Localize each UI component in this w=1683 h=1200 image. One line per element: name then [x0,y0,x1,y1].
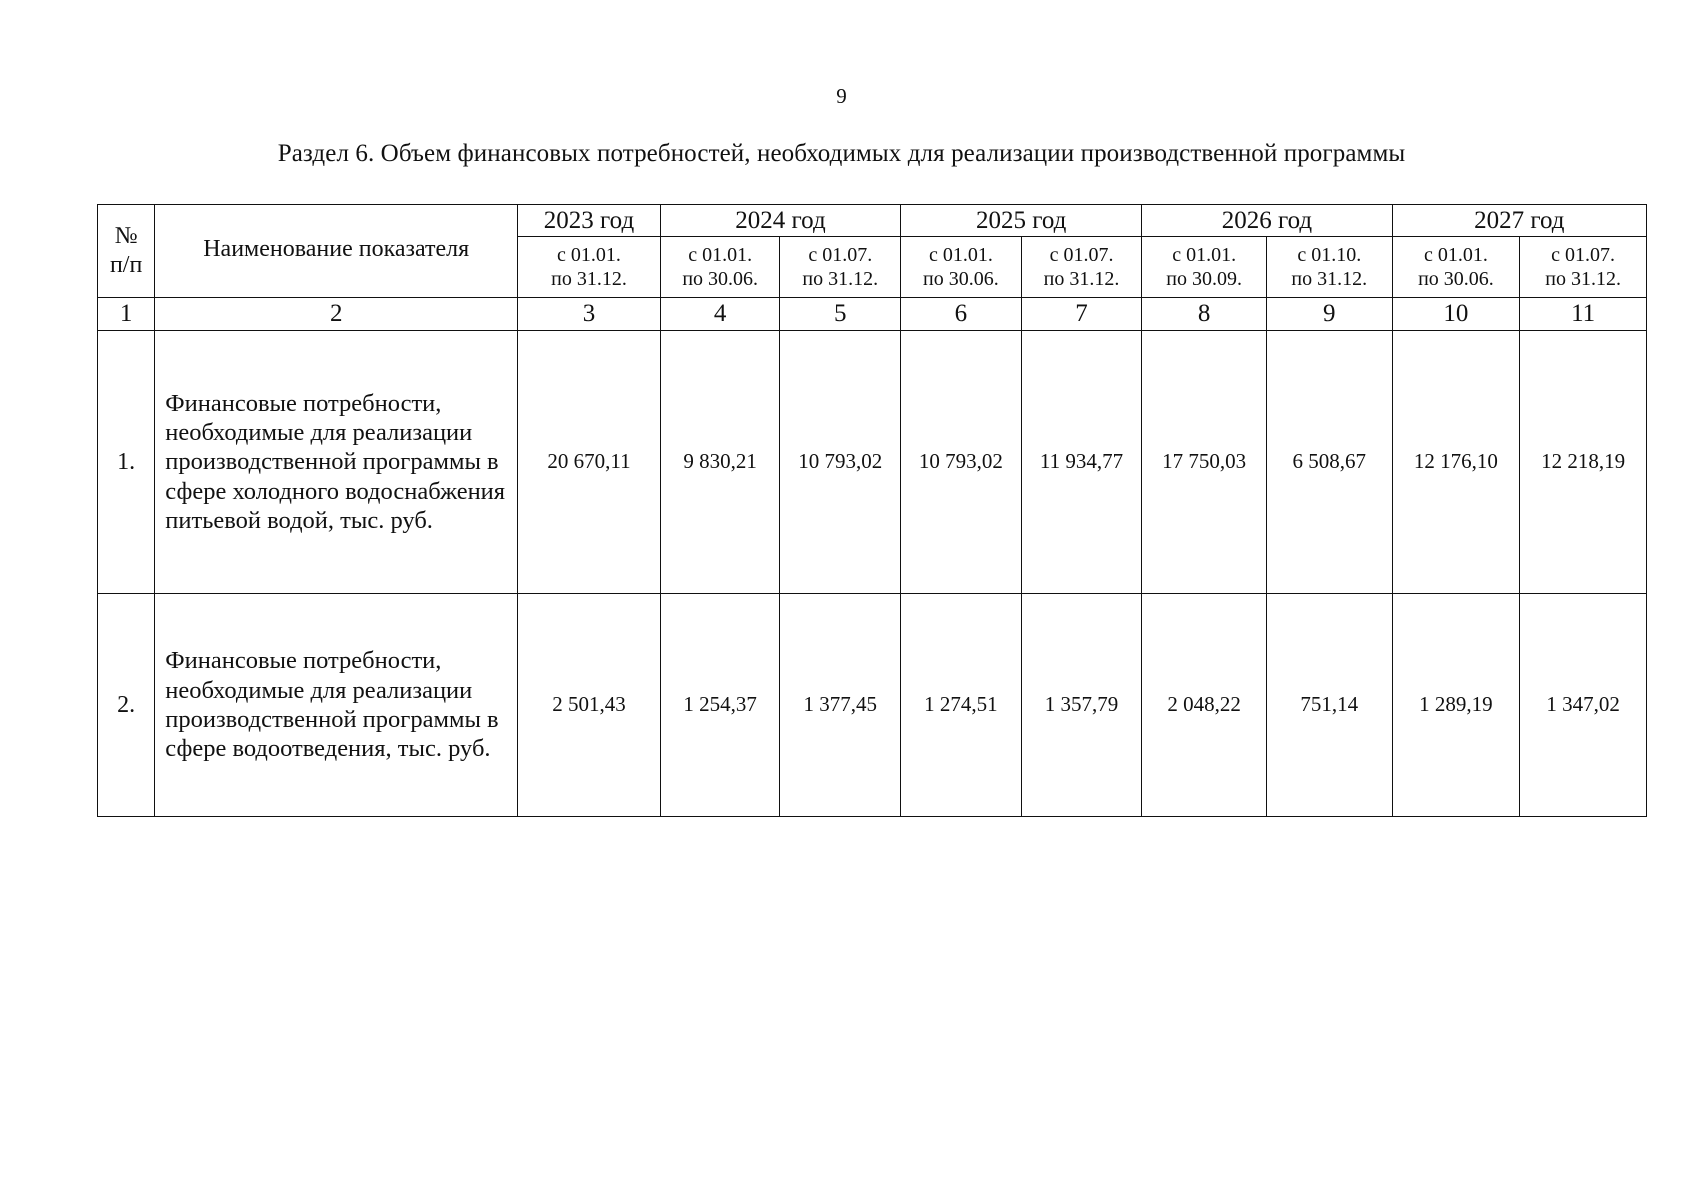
column-number: 8 [1142,298,1267,331]
header-number-text: № п/п [109,223,143,278]
header-number [98,205,155,298]
period-header: с 01.01. по 30.06. [660,237,780,298]
period-header: с 01.01. по 30.09. [1142,237,1267,298]
header-indicator-name: Наименование показателя [155,205,518,298]
row-value: 12 176,10 [1392,331,1520,594]
row-value: 1 347,02 [1520,594,1647,817]
row-value: 17 750,03 [1142,331,1267,594]
year-header-2027: 2027 год [1392,205,1646,237]
row-indicator-name: Финансовые потребности, необходимые для реализации производственной программы в сфере водоотведения, тыс. руб. [155,594,518,817]
row-index: 2. [98,594,155,817]
page-number: 9 [836,84,847,108]
column-number: 10 [1392,298,1520,331]
column-number: 2 [155,298,518,331]
period-header: с 01.10. по 31.12. [1266,237,1392,298]
column-number: 1 [98,298,155,331]
table-row [98,594,1647,817]
column-number: 5 [780,298,901,331]
row-value: 10 793,02 [780,331,901,594]
column-number: 4 [660,298,780,331]
row-value: 1 289,19 [1392,594,1520,817]
row-value: 1 254,37 [660,594,780,817]
section-title: Раздел 6. Объем финансовых потребностей, необходимых для реализации производственной программы [277,140,1406,167]
column-number: 9 [1266,298,1392,331]
row-value: 9 830,21 [660,331,780,594]
row-value: 751,14 [1266,594,1392,817]
column-number-row [98,298,1647,331]
row-value: 1 357,79 [1021,594,1142,817]
table-row [98,331,1647,594]
period-header: с 01.07. по 31.12. [1520,237,1647,298]
column-number: 11 [1520,298,1647,331]
row-index: 1. [98,331,155,594]
row-value: 1 377,45 [780,594,901,817]
row-value: 10 793,02 [901,331,1022,594]
year-header-row [98,205,1647,237]
period-header: с 01.01. по 30.06. [901,237,1022,298]
row-value: 2 501,43 [518,594,661,817]
row-value: 1 274,51 [901,594,1022,817]
year-header-2026: 2026 год [1142,205,1392,237]
row-value: 2 048,22 [1142,594,1267,817]
period-header: с 01.01. по 31.12. [518,237,661,298]
column-number: 7 [1021,298,1142,331]
row-value: 20 670,11 [518,331,661,594]
year-header-2025: 2025 год [901,205,1142,237]
row-value: 6 508,67 [1266,331,1392,594]
row-indicator-name: Финансовые потребности, необходимые для реализации производственной программы в сфере холодного водоснабжения питьевой водой, тыс. руб. [155,331,518,594]
row-value: 11 934,77 [1021,331,1142,594]
column-number: 3 [518,298,661,331]
period-header: с 01.07. по 31.12. [780,237,901,298]
row-value: 12 218,19 [1520,331,1647,594]
financial-needs-table [97,204,1647,817]
year-header-2023: 2023 год [518,205,661,237]
column-number: 6 [901,298,1022,331]
year-header-2024: 2024 год [660,205,900,237]
period-header: с 01.01. по 30.06. [1392,237,1520,298]
period-header: с 01.07. по 31.12. [1021,237,1142,298]
